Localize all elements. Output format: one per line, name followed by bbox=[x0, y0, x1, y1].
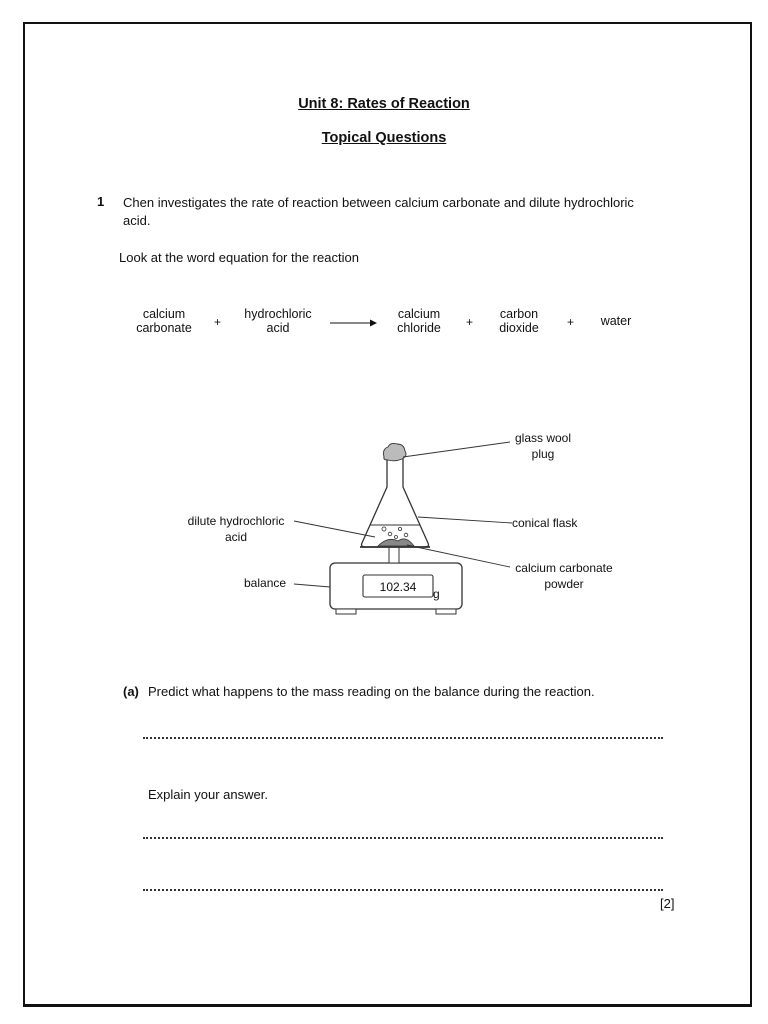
balance-reading: 102.34 bbox=[379, 580, 417, 594]
equation-text: dioxide bbox=[499, 321, 539, 335]
label-dilute-acid-2: acid bbox=[224, 530, 248, 544]
equation-text: acid bbox=[266, 321, 290, 335]
balance-unit: g bbox=[433, 587, 440, 601]
equation-text: calcium bbox=[397, 307, 441, 321]
equation-product-carbon-dioxide bbox=[496, 307, 542, 335]
part-a-prompt: Predict what happens to the mass reading on the balance during the reaction. bbox=[148, 684, 595, 699]
equation-text: hydrochloric bbox=[244, 307, 312, 321]
bubble bbox=[395, 536, 398, 539]
label-dilute-acid: dilute hydrochloric bbox=[187, 514, 285, 528]
label-line bbox=[418, 517, 512, 523]
label-powder: powder bbox=[544, 577, 584, 591]
conical-flask bbox=[362, 453, 429, 547]
label-conical-flask: conical flask bbox=[512, 516, 578, 530]
answer-line[interactable] bbox=[143, 737, 663, 739]
answer-line[interactable] bbox=[143, 837, 663, 839]
equation-arrow bbox=[330, 319, 378, 327]
equation-product-calcium-chloride bbox=[394, 307, 444, 335]
balance-foot bbox=[336, 609, 356, 614]
equation-plus: + bbox=[466, 315, 474, 329]
bubble bbox=[404, 533, 408, 537]
marks-allocation: [2] bbox=[660, 896, 675, 911]
label-glass-wool-plug: plug bbox=[531, 447, 555, 461]
balance-foot bbox=[436, 609, 456, 614]
question-instruction: Look at the word equation for the reaction bbox=[119, 250, 359, 265]
question-text: Chen investigates the rate of reaction between calcium carbonate and dilute hydrochloric acid. bbox=[123, 195, 634, 228]
bubble bbox=[382, 527, 386, 531]
bubble bbox=[388, 532, 392, 536]
equation-text: carbon bbox=[499, 307, 539, 321]
equation-text: carbonate bbox=[136, 321, 192, 335]
equation-plus: + bbox=[214, 315, 222, 329]
equation-plus: + bbox=[567, 315, 575, 329]
equation-reactant-calcium-carbonate bbox=[134, 307, 194, 335]
page-title: Unit 8: Rates of Reaction bbox=[298, 96, 470, 112]
label-line bbox=[403, 442, 510, 457]
balance-pedestal bbox=[389, 547, 399, 563]
label-balance: balance bbox=[244, 576, 287, 590]
glass-wool-plug bbox=[384, 443, 407, 460]
answer-line[interactable] bbox=[143, 889, 663, 891]
apparatus-diagram bbox=[170, 425, 630, 625]
question-number: 1 bbox=[97, 194, 105, 209]
label-line bbox=[294, 521, 375, 537]
label-glass-wool: glass wool bbox=[514, 431, 572, 445]
part-a-label: (a) bbox=[123, 684, 139, 699]
page-subtitle: Topical Questions bbox=[321, 130, 447, 146]
equation-reactant-hydrochloric-acid bbox=[240, 307, 316, 335]
equation-text: chloride bbox=[397, 321, 441, 335]
equation-text: calcium bbox=[142, 307, 186, 321]
label-line bbox=[294, 584, 330, 587]
bubble bbox=[398, 527, 401, 530]
part-a-explain: Explain your answer. bbox=[148, 787, 268, 802]
label-calcium-carbonate: calcium carbonate bbox=[515, 561, 613, 575]
equation-product-water: water bbox=[600, 314, 632, 328]
